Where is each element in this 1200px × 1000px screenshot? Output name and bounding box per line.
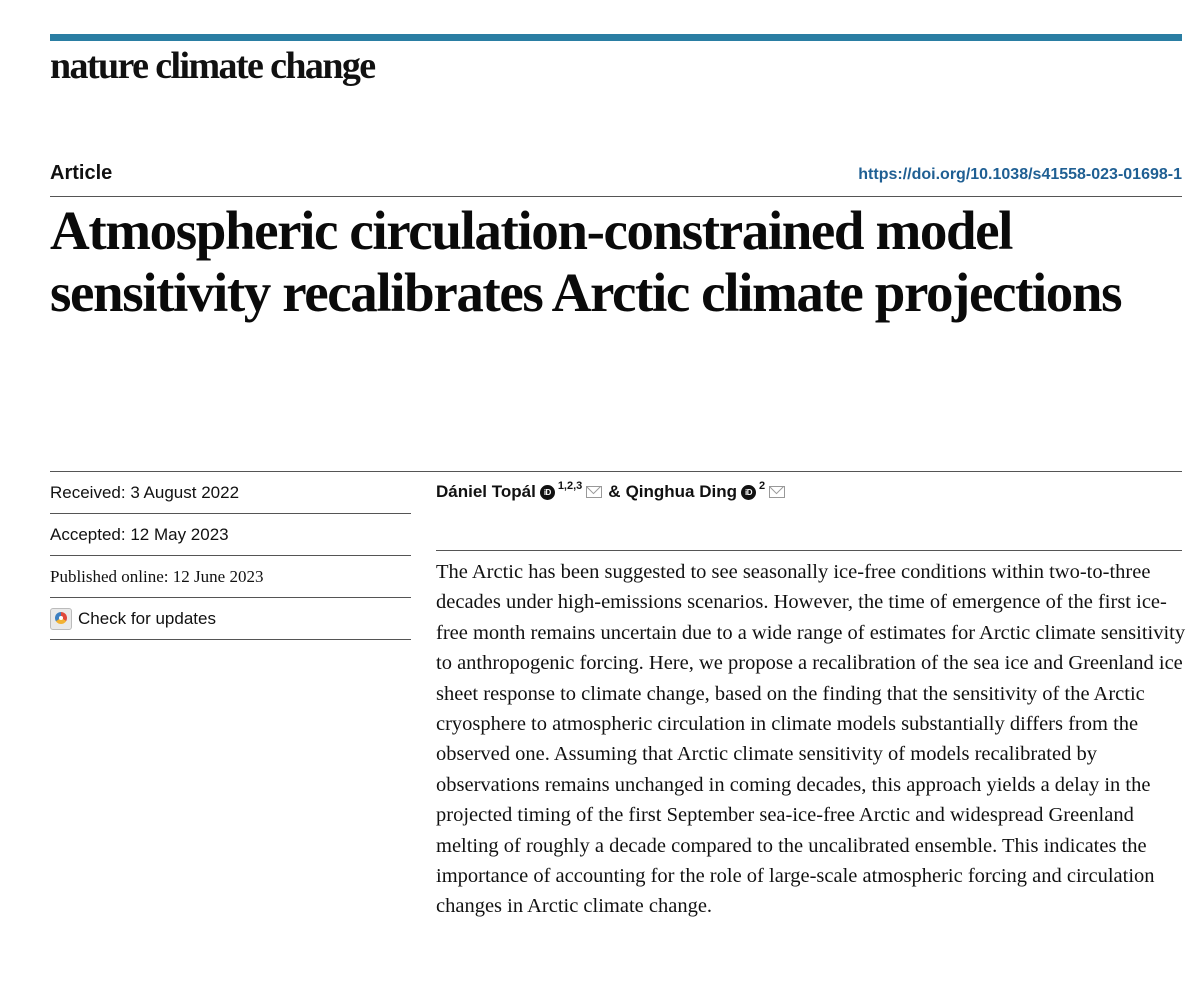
email-icon[interactable] [769,486,785,498]
header-divider [50,196,1182,197]
journal-name[interactable]: nature climate change [50,45,375,87]
author-separator: & [608,482,621,501]
article-history [50,472,411,640]
author-name-2[interactable]: Qinghua Ding [625,482,737,501]
author-affiliations-2: 2 [759,480,766,492]
author-list [436,482,785,502]
journal-accent-bar [50,34,1182,41]
abstract-divider [436,550,1182,551]
received-date: Received: 3 August 2022 [50,472,411,514]
abstract-text: The Arctic has been suggested to see seasonally ice-free conditions within two-to-three decades under high-emissions scenarios. However, the time of emergence of the first ice-free month remains uncertain due to a wide range of estimates for Arctic climate sensitivity to anthropogenic forcing. Here, we propose a recalibration of the sea ice and Greenland ice sheet response to climate change, based on the finding that the sensitivity of the Arctic cryosphere to atmospheric circulation in climate models substantially differs from the observed one. Assuming that Arctic climate sensitivity of models recalibrated by observations remains unchanged in coming decades, this approach yields a delay in the projected timing of the first September sea-ice-free Arctic and widespread Greenland melting of roughly a decade compared to the uncalibrated ensemble. This indicates the importance of accounting for the role of large-scale atmospheric forcing and circulation changes in Arctic climate change. [436,561,1186,918]
published-date: Published online: 12 June 2023 [50,556,411,598]
author-name-1[interactable]: Dániel Topál [436,482,536,501]
email-icon[interactable] [586,486,602,498]
doi-link[interactable]: https://doi.org/10.1038/s41558-023-01698-1 [858,166,1182,183]
check-for-updates-button[interactable] [50,598,411,640]
check-updates-label: Check for updates [78,608,216,628]
orcid-icon[interactable]: iD [741,485,756,500]
accepted-date: Accepted: 12 May 2023 [50,514,411,556]
orcid-icon[interactable]: iD [540,485,555,500]
article-title: Atmospheric circulation-constrained model sensitivity recalibrates Arctic climate projections [50,200,1122,323]
author-affiliations-1: 1,2,3 [557,480,583,492]
article-type-label: Article [50,162,113,184]
check-updates-icon [50,608,72,630]
